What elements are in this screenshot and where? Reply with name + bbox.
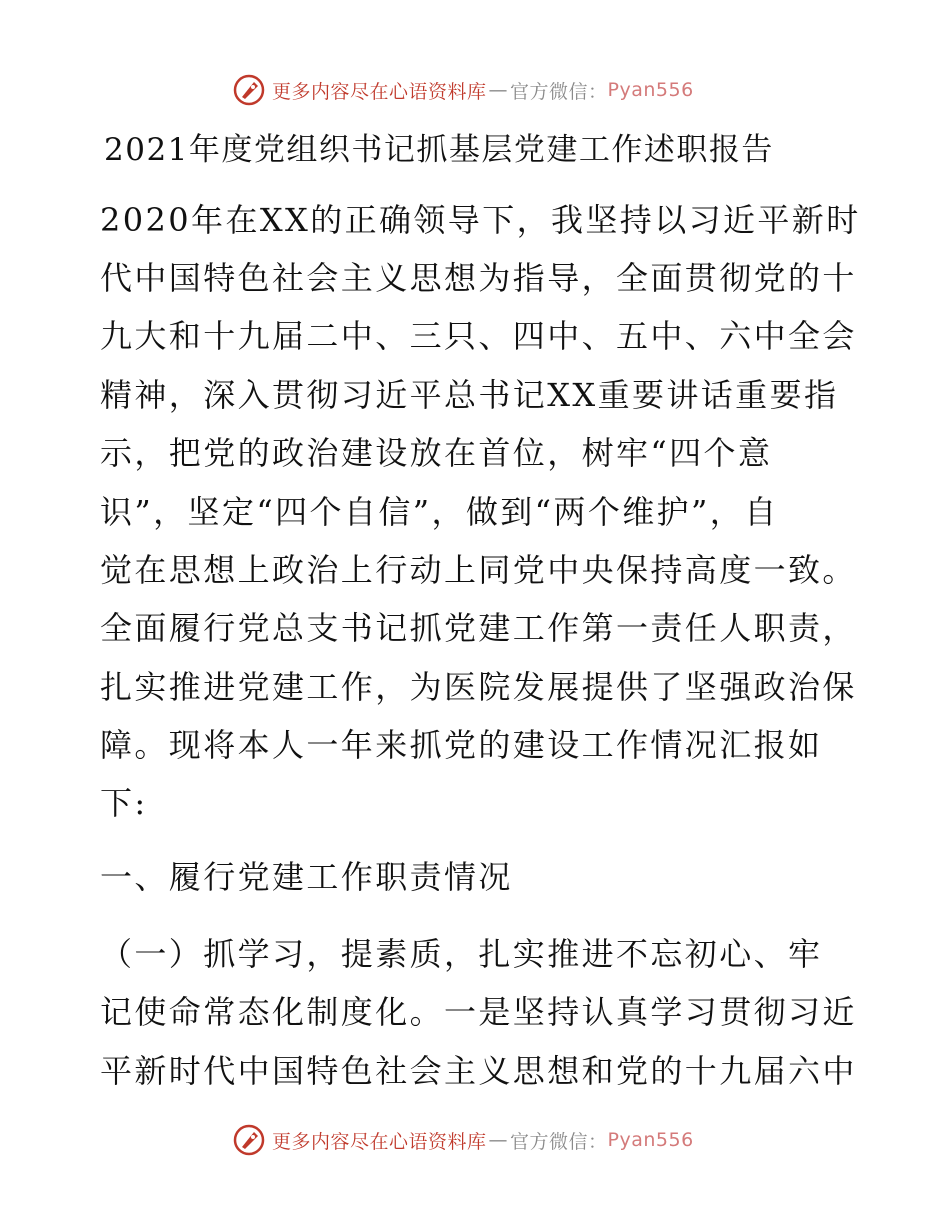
intro-line-4: 精神，深入贯彻习近平总书记XX重要讲话重要指 [100, 376, 839, 414]
document-title: 2021年度党组织书记抓基层党建工作述职报告 [104, 132, 774, 168]
watermark-id: Pyan556 [607, 1129, 694, 1151]
watermark-main-text: 更多内容尽在心语资料库 [272, 80, 487, 103]
sub-line-2: 记使命常态化制度化。一是坚持认真学习贯彻习近 [100, 993, 857, 1031]
section-heading: 一、履行党建工作职责情况 [100, 858, 513, 896]
intro-line-2: 代中国特色社会主义思想为指导，全面贯彻党的十 [100, 259, 857, 297]
intro-line-7: 觉在思想上政治上行动上同党中央保持高度一致。 [100, 551, 857, 589]
sub-line-1: （一）抓学习，提素质，扎实推进不忘初心、牢 [100, 935, 823, 973]
watermark-main-text: 更多内容尽在心语资料库 [272, 1130, 487, 1153]
intro-line-8: 全面履行党总支书记抓党建工作第一责任人职责， [100, 609, 857, 647]
sub-line-3: 平新时代中国特色社会主义思想和党的十九届六中 [100, 1052, 857, 1090]
watermark-label: 官方微信： [510, 80, 608, 103]
watermark-label: 官方微信： [510, 1130, 608, 1153]
intro-line-11: 下: [100, 784, 148, 822]
intro-line-10: 障。现将本人一年来抓党的建设工作情况汇报如 [100, 726, 823, 764]
watermark-separator: — [488, 79, 509, 101]
intro-line-9: 扎实推进党建工作，为医院发展提供了坚强政治保 [100, 668, 857, 706]
pen-nib-circle-icon [232, 1123, 266, 1157]
watermark-header [232, 73, 694, 107]
intro-line-6: 识”，坚定“四个自信”，做到“两个维护”，自 [100, 493, 779, 531]
watermark-footer [232, 1123, 694, 1157]
intro-line-3: 九大和十九届二中、三只、四中、五中、六中全会 [100, 317, 857, 355]
pen-nib-circle-icon [232, 73, 266, 107]
intro-line-5: 示，把党的政治建设放在首位，树牢“四个意 [100, 434, 773, 472]
intro-line-1: 2020年在XX的正确领导下，我坚持以习近平新时 [100, 201, 861, 239]
watermark-id: Pyan556 [607, 79, 694, 101]
watermark-separator: — [488, 1129, 509, 1151]
